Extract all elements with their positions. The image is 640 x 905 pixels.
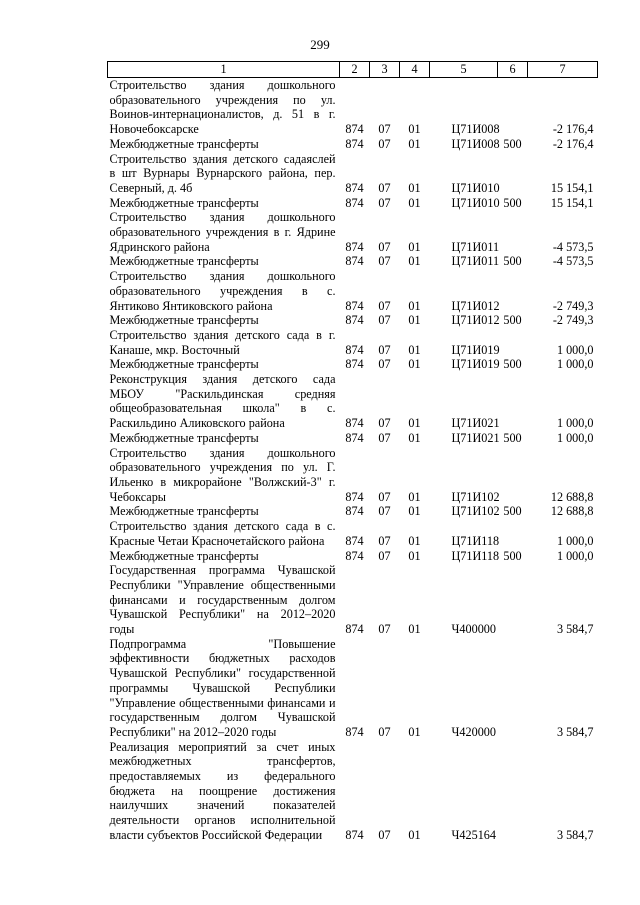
row-vr: [498, 446, 528, 505]
row-rz: 07: [378, 239, 391, 254]
table-row: [108, 519, 598, 548]
row-rz: 07: [378, 430, 391, 445]
table-body: [108, 78, 598, 843]
row-vr: [498, 78, 528, 137]
row-name: Межбюджетные трансферты: [109, 254, 259, 269]
row-rz: 07: [378, 622, 391, 637]
budget-table: [107, 61, 598, 843]
row-vr: [498, 210, 528, 254]
row-name: Строительство здания дошкольного образовательного учреждения по ул. Г. Ильенко в микрорайоне "Волжский-3" г. Чебоксары: [109, 445, 336, 504]
page-number: 299: [310, 37, 330, 52]
row-gr: 874: [345, 195, 364, 210]
row-name: Межбюджетные трансферты: [109, 313, 259, 328]
row-pr: 01: [408, 416, 421, 431]
row-gr: 874: [345, 342, 364, 357]
row-vr: 500: [503, 136, 522, 151]
row-sum: 12 688,8: [550, 489, 594, 504]
row-pr: 01: [408, 504, 421, 519]
row-gr: 874: [345, 504, 364, 519]
row-sum: 15 154,1: [550, 195, 594, 210]
row-sum: 3 584,7: [556, 827, 594, 842]
row-vr: 500: [503, 430, 522, 445]
row-pr: 01: [408, 357, 421, 372]
row-cs: Ц71И012: [451, 313, 500, 328]
row-sum: 1 000,0: [556, 548, 594, 563]
table-row: [108, 78, 598, 137]
row-cs: Ч400000: [451, 622, 496, 637]
row-rz: 07: [378, 136, 391, 151]
row-rz: 07: [378, 254, 391, 269]
row-cs: Ч425164: [451, 827, 496, 842]
row-vr: [498, 519, 528, 548]
table-row: [108, 504, 598, 519]
row-pr: 01: [408, 342, 421, 357]
row-rz: 07: [378, 180, 391, 195]
row-cs: Ц71И102: [451, 489, 500, 504]
table-row: [108, 313, 598, 328]
table-row: [108, 372, 598, 431]
row-vr: 500: [503, 254, 522, 269]
row-sum: 1 000,0: [556, 533, 594, 548]
column-header: 7: [528, 62, 598, 78]
row-vr: 500: [503, 357, 522, 372]
row-rz: 07: [378, 724, 391, 739]
column-header: 5: [430, 62, 498, 78]
row-rz: 07: [378, 416, 391, 431]
table-row: [108, 137, 598, 152]
row-gr: 874: [345, 254, 364, 269]
row-pr: 01: [408, 195, 421, 210]
row-vr: [498, 328, 528, 357]
row-pr: 01: [408, 298, 421, 313]
row-sum: -2 176,4: [552, 136, 594, 151]
row-rz: 07: [378, 489, 391, 504]
row-vr: 500: [503, 548, 522, 563]
table-row: [108, 328, 598, 357]
row-rz: 07: [378, 122, 391, 137]
row-pr: 01: [408, 239, 421, 254]
row-cs: Ц71И008: [451, 136, 500, 151]
row-name: Строительство здания дошкольного образовательного учреждения в с. Янтиково Янтиковского района: [109, 269, 336, 313]
row-cs: Ц71И118: [451, 548, 500, 563]
table-row: [108, 431, 598, 446]
row-cs: Ц71И011: [451, 254, 500, 269]
row-sum: 1 000,0: [556, 357, 594, 372]
row-sum: 3 584,7: [556, 724, 594, 739]
row-pr: 01: [408, 313, 421, 328]
row-sum: 12 688,8: [550, 504, 594, 519]
table-row: [108, 357, 598, 372]
row-rz: 07: [378, 298, 391, 313]
row-name: Строительство здания детского садаяслей в шт Вурнары Вурнарского района, пер. Северный, д. 4б: [109, 151, 336, 195]
row-gr: 874: [345, 430, 364, 445]
row-sum: 15 154,1: [550, 180, 594, 195]
row-name: Строительство здания детского сада в г. Канаше, мкр. Восточный: [109, 327, 336, 357]
row-sum: -4 573,5: [552, 254, 594, 269]
row-vr: [498, 637, 528, 740]
row-sum: -2 749,3: [552, 298, 594, 313]
row-name: Межбюджетные трансферты: [109, 136, 259, 151]
row-cs: Ц71И019: [451, 357, 500, 372]
row-pr: 01: [408, 180, 421, 195]
column-header: 4: [400, 62, 430, 78]
row-cs: Ц71И010: [451, 195, 500, 210]
row-pr: 01: [408, 430, 421, 445]
column-header: 6: [498, 62, 528, 78]
row-name: Строительство здания дошкольного образовательного учреждения по ул. Воинов-интернационалистов, д. 51 в г. Новочебоксарске: [109, 78, 336, 137]
row-sum: 1 000,0: [556, 342, 594, 357]
row-sum: -2 749,3: [552, 313, 594, 328]
row-name: Межбюджетные трансферты: [109, 430, 259, 445]
row-rz: 07: [378, 195, 391, 210]
row-pr: 01: [408, 622, 421, 637]
row-cs: Ц71И011: [451, 239, 500, 254]
row-cs: Ц71И021: [451, 430, 500, 445]
table-row: [108, 196, 598, 211]
row-name: Межбюджетные трансферты: [109, 504, 259, 519]
row-vr: 500: [503, 504, 522, 519]
row-name: Межбюджетные трансферты: [109, 195, 259, 210]
row-gr: 874: [345, 489, 364, 504]
table-row: [108, 269, 598, 313]
row-rz: 07: [378, 533, 391, 548]
row-gr: 874: [345, 357, 364, 372]
row-cs: Ц71И021: [451, 416, 500, 431]
row-pr: 01: [408, 254, 421, 269]
row-gr: 874: [345, 239, 364, 254]
row-gr: 874: [345, 313, 364, 328]
row-vr: [498, 563, 528, 637]
row-cs: Ц71И008: [451, 122, 500, 137]
row-gr: 874: [345, 298, 364, 313]
row-vr: [498, 372, 528, 431]
row-pr: 01: [408, 724, 421, 739]
row-gr: 874: [345, 136, 364, 151]
row-cs: Ц71И010: [451, 180, 500, 195]
row-rz: 07: [378, 827, 391, 842]
row-name: Подпрограмма "Повышение эффективности бюджетных расходов Чувашской Республики" государственной программы Чувашской Республики "Управление общественными финансами и государственным долгом Чувашской Республики" на 2012–2020 годы: [109, 636, 336, 739]
row-gr: 874: [345, 724, 364, 739]
table-row: [108, 152, 598, 196]
row-name: Межбюджетные трансферты: [109, 548, 259, 563]
row-pr: 01: [408, 533, 421, 548]
table-row: [108, 254, 598, 269]
table-row: [108, 637, 598, 740]
row-cs: Ч420000: [451, 724, 496, 739]
row-cs: Ц71И102: [451, 504, 500, 519]
row-name: Реализация мероприятий за счет иных межбюджетных трансфертов, предоставляемых из федерального бюджета на поощрение достижения наилучших значений показателей деятельности органов исполнительной власти субъектов Российской Федерации: [109, 739, 336, 842]
column-header: 3: [370, 62, 400, 78]
column-header: 2: [340, 62, 370, 78]
row-rz: 07: [378, 342, 391, 357]
row-sum: 1 000,0: [556, 430, 594, 445]
table-row: [108, 740, 598, 843]
row-sum: 3 584,7: [556, 622, 594, 637]
row-sum: 1 000,0: [556, 416, 594, 431]
row-gr: 874: [345, 622, 364, 637]
row-cs: Ц71И019: [451, 342, 500, 357]
row-rz: 07: [378, 313, 391, 328]
row-vr: 500: [503, 313, 522, 328]
row-vr: [498, 152, 528, 196]
row-gr: 874: [345, 416, 364, 431]
row-name: Государственная программа Чувашской Республики "Управление общественными финансами и государственным долгом Чувашской Республики" на 2012–2020 годы: [109, 563, 336, 637]
row-name: Строительство здания детского сада в с. Красные Четаи Красночетайского района: [109, 519, 336, 548]
table-row: [108, 446, 598, 505]
row-name: Реконструкция здания детского сада МБОУ "Раскильдинская средняя общеобразовательная школа" в с. Раскильдино Аликовского района: [109, 372, 336, 431]
row-vr: [498, 740, 528, 843]
row-pr: 01: [408, 136, 421, 151]
table-row: [108, 563, 598, 637]
row-sum: -2 176,4: [552, 122, 594, 137]
table-row: [108, 210, 598, 254]
row-cs: Ц71И118: [451, 533, 500, 548]
column-header: 1: [108, 62, 340, 78]
row-vr: 500: [503, 195, 522, 210]
row-name: Межбюджетные трансферты: [109, 357, 259, 372]
row-pr: 01: [408, 489, 421, 504]
row-rz: 07: [378, 504, 391, 519]
row-rz: 07: [378, 357, 391, 372]
row-sum: -4 573,5: [552, 239, 594, 254]
row-rz: 07: [378, 548, 391, 563]
row-gr: 874: [345, 122, 364, 137]
row-pr: 01: [408, 548, 421, 563]
row-pr: 01: [408, 122, 421, 137]
row-cs: Ц71И012: [451, 298, 500, 313]
row-name: Строительство здания дошкольного образовательного учреждения в г. Ядрине Ядринского района: [109, 210, 336, 254]
row-gr: 874: [345, 533, 364, 548]
table-header: [108, 62, 598, 78]
row-vr: [498, 269, 528, 313]
table-row: [108, 549, 598, 564]
row-gr: 874: [345, 827, 364, 842]
row-gr: 874: [345, 180, 364, 195]
row-gr: 874: [345, 548, 364, 563]
row-pr: 01: [408, 827, 421, 842]
